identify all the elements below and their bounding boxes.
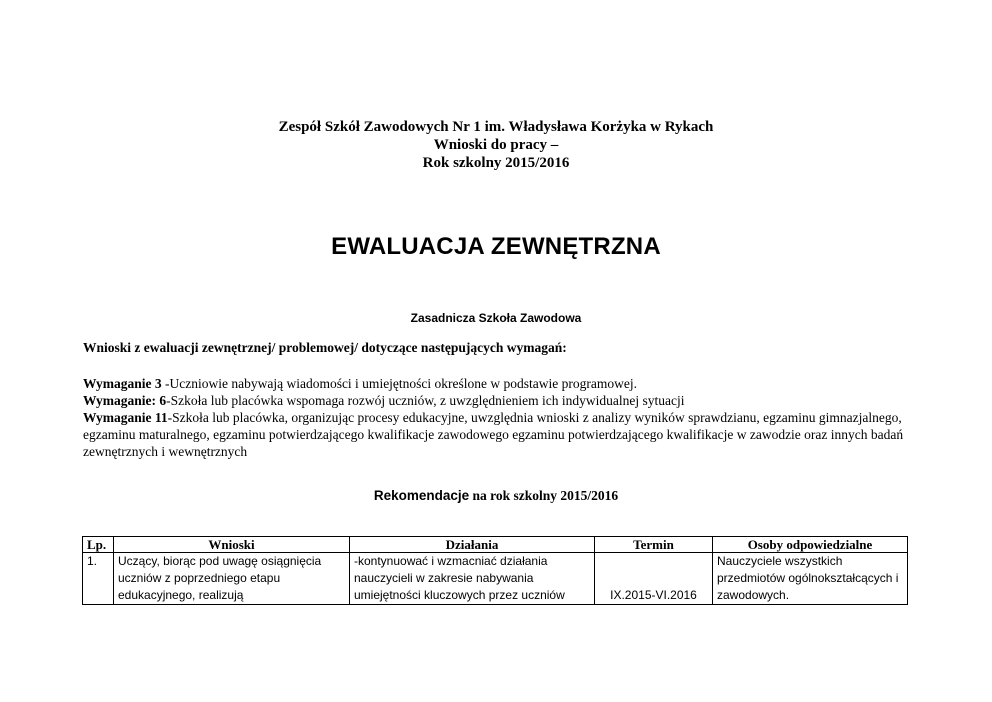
- requirement-label: Wymaganie 3: [83, 376, 162, 391]
- cell-lp: 1.: [83, 553, 114, 605]
- requirement-text: -Szkoła lub placówka wspomaga rozwój uczniów, z uwzględnieniem ich indywidualnej sytuacji: [166, 393, 685, 408]
- recommendations-table: [82, 536, 908, 605]
- requirement-label: Wymaganie 11: [83, 410, 168, 425]
- requirement-label: Wymaganie: 6: [83, 393, 167, 408]
- column-header-dzialania: Działania: [350, 537, 595, 553]
- recommendations-year: na rok szkolny 2015/2016: [469, 488, 619, 503]
- table-header-row: [83, 537, 908, 553]
- column-header-lp: Lp.: [83, 537, 114, 553]
- document-header: [0, 118, 992, 172]
- requirement-text: -Uczniowie nabywają wiadomości i umiejętności określone w podstawie programowej.: [161, 376, 637, 391]
- document-subtitle: Wnioski do pracy –: [433, 137, 559, 153]
- cell-termin: IX.2015-VI.2016: [595, 553, 713, 605]
- recommendations-word: Rekomendacje: [373, 488, 470, 503]
- table-row: [83, 553, 908, 605]
- column-header-wnioski: Wnioski: [114, 537, 350, 553]
- intro-heading: Wnioski z ewaluacji zewnętrznej/ problemowej/ dotyczące następujących wymagań:: [83, 340, 567, 355]
- requirement-text: -Szkoła lub placówka, organizując procesy edukacyjne, uwzględnia wnioski z analizy wyników sprawdzianu, egzaminu gimnazjalnego, egzaminu maturalnego, egzaminu potwierdzającego kwalifikacje zawodowego egzaminu potwierdzającego kwalifikacje w zawodzie oraz innych badań zewnętrznych i wewnętrznych: [83, 410, 904, 459]
- requirement-item: [83, 409, 911, 460]
- column-header-termin: Termin: [595, 537, 713, 553]
- requirements-list: [83, 375, 911, 460]
- school-type-heading: Zasadnicza Szkoła Zawodowa: [410, 311, 582, 325]
- recommendations-heading: [0, 487, 992, 504]
- requirement-item: [83, 392, 911, 409]
- cell-wnioski: Uczący, biorąc pod uwagę osiągnięcia uczniów z poprzedniego etapu edukacyjnego, realizują: [114, 553, 350, 605]
- requirement-item: [83, 375, 911, 392]
- cell-osoby: Nauczyciele wszystkich przedmiotów ogólnokształcących i zawodowych.: [713, 553, 908, 605]
- school-name: Zespół Szkół Zawodowych Nr 1 im. Władysława Korżyka w Rykach: [278, 119, 714, 135]
- school-year: Rok szkolny 2015/2016: [422, 155, 570, 171]
- cell-dzialania: -kontynuować i wzmacniać działania nauczycieli w zakresie nabywania umiejętności kluczowych przez uczniów: [350, 553, 595, 605]
- page-title: EWALUACJA ZEWNĘTRZNA: [331, 233, 661, 260]
- column-header-osoby: Osoby odpowiedzialne: [713, 537, 908, 553]
